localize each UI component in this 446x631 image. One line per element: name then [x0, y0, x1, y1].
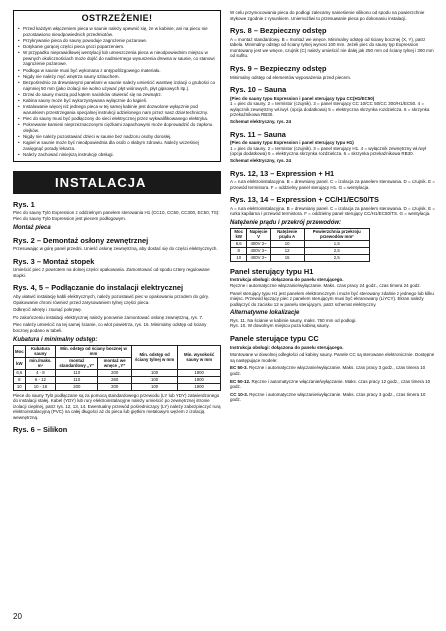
- paragraph: Rys. 10. W dowolnym miejscu poza kabiną sauny.: [230, 323, 330, 329]
- warning-title: OSTRZEŻENIE!: [81, 13, 153, 23]
- paragraph: A = montaż standardowy. B = montaż we wnęce. Minimalny odstęp od ściany bocznej (X, Y), patrz tabela. Minimalny odstęp od ściany tylnej wynosi 100 mm. Jeżeli piec do sauny typ Expression montowany jest we wnęce, czujnik (C) należy umieścić nie dalej jak 250 mm od ściany tylnej i 300 mm od sufitu.: [230, 36, 434, 59]
- warning-item: • W przypadku nieprawidłowej wentylacji lub umieszczenia pieca w nieodpowiednim miejscu w pewnych okolicznościach może dojść do nadmiernego wysuszenia drewna w saunie, co stanowi zagrożenie pożarowe.: [18, 50, 216, 67]
- section-heading: Rys. 13, 14 – Expression + CC/H1/EC50/TS: [230, 195, 379, 205]
- warning-item: • Dotykanie gorącej części pieca grozi poparzeniem.: [18, 44, 216, 50]
- table-header: montaż we wnęce „Y”: [98, 357, 131, 369]
- model-text: Ręczne i automatyczne włączanie/wyłączanie. Maks. czas pracy 3 godz., czas timera 10 godz.: [230, 365, 426, 376]
- paragraph: Piec należy umieścić na tej samej ścianie, co wlot powietrza, rys. 16. Minimalny odstęp od ściany bocznej podano w tabeli.: [13, 322, 207, 333]
- paragraph: 1 = piec do sauny. 2 = termistor (czujnik). 3 = panel sterujący H1. 4 = wyłącznik zewnętrzny wł./wył (opcja dodatkowa) 5 = elektryczna skrzynka rozdzielcza. 6 = skrzynka przekaźnikowa RB30.: [230, 145, 426, 157]
- table-cell: 1900: [178, 369, 221, 376]
- section-heading: Rys. 6 – Silikon: [13, 425, 68, 435]
- table-header: Powierzchnia przekroju przewodów mm²: [304, 228, 369, 240]
- subsection-heading: Montaż pieca: [13, 224, 51, 231]
- paragraph: Instrukcja obsługi: dołączona do panelu sterującego.: [230, 277, 344, 283]
- table-cell: 4 - 8: [25, 369, 56, 376]
- table-cell: 100: [131, 369, 177, 376]
- model-entry: [230, 392, 436, 403]
- current-table: [230, 228, 370, 262]
- table-cell: 200: [56, 383, 98, 390]
- paragraph: Rys. 11. Na ścianie w kabinie sauny, maks. 760 mm od podłogi.: [230, 317, 357, 323]
- subsection-heading: Alternatywne lokalizacje: [230, 310, 300, 317]
- table-cell: 100: [131, 376, 177, 383]
- paragraph: A = rura elektroinstalacyjna. B = drewniany panel. C = izolacja za panelem sterowania. D = czujnik. E = rurka kapilarna / przewód termistora. F = oddzielny panel sterujący CC/H1/EC50/TS. G = wentylacja.: [230, 205, 435, 217]
- paragraph: Montowane w dowolnej odległości od kabiny sauny. Panele CC są sterowane elektronicznie. Dostępne są następujące modele:: [230, 352, 435, 363]
- table-cell: 10: [270, 240, 304, 247]
- table-cell: 12: [270, 247, 304, 254]
- warning-item: • Pokrewanie kamieni nieprzeznaczonymi ciężkami zapachowymi może doprowadzić do zapłonu olejków.: [18, 122, 216, 133]
- table-cell: 110: [56, 369, 98, 376]
- table-title: Natężenie prądu i przekrój przewodów:: [230, 219, 342, 226]
- paragraph: Umieścić piec z powrotem na dolnej części opakowania. Zamontować od spodu cztery regulowane stopki.: [13, 267, 210, 278]
- table-cell: 10: [231, 254, 247, 261]
- paragraph: Przesuwając w górę panel przedni. Unieść osłonę zewnętrzną, aby dostać się do części elektrycznych.: [13, 246, 218, 252]
- table-cell: 110: [56, 376, 98, 383]
- warning-item: • Należy zachować niniejszą instrukcję obsługi.: [18, 152, 216, 158]
- paragraph: Ręczne i automatyczne włączanie/wyłączanie. Maks. czas pracy 24 godz., czas timera 24 godz.: [230, 282, 421, 288]
- warning-item: • Nigdy nie należy myć wnętrza sauny szlauchem.: [18, 74, 216, 80]
- left-column: [13, 10, 221, 436]
- table-row: [231, 240, 370, 247]
- warning-item: • Przed każdym włączeniem pieca w saunie należy upewnić się, że w kabinie, ani na piecu nie pozostawiono nieodpowiednich przedmiotów.: [18, 26, 216, 37]
- table-cell: 10: [14, 383, 26, 390]
- model-text: Ręczne i automatyczne włączanie/wyłączanie. Maks. czas pracy 3 godz., czas timera 10 godz.: [230, 391, 426, 403]
- model-entry: [230, 365, 436, 376]
- section-subtitle: (Piec do sauny typu Expression i panel sterujący typu H1): [230, 140, 354, 146]
- paragraph: Piec do sauny Tylö Expression z oddzielnym panelem sterowania H1 (CC10, CC50, CC300, EC50, TS): Piec do sauny Tylö Expression jest piecem podłogowym.: [13, 210, 220, 222]
- section-heading: Rys. 11 – Sauna: [230, 129, 286, 139]
- warning-item: • Bezpośrednio za drewnianymi panelami w saunie należy umieścić warstwę izolacji o grubości co najmniej 50 mm (jako izolacji nie wolno używać płyt wiórowych, płyt gipsowych itp.).: [18, 80, 216, 91]
- paragraph: Aby ułatwić instalację kabli elektrycznych, należy pozostawić piec w opakowaniu przodem do góry. Opakowanie chroni również przed zarysowaniem tylnej części pieca.: [13, 293, 210, 305]
- warning-item: • Kabina sauny może być wykorzystywana wyłącznie do kąpieli.: [18, 98, 216, 104]
- section-subtitle: (Piec do sauny typu Expression i panel sterujący typu CC(H1/EC50): [230, 95, 375, 101]
- schema-reference: Schemat elektryczny, rys. 24: [230, 157, 291, 163]
- warning-list: [18, 26, 216, 157]
- warning-item: • Podłoga w saunie musi być wykonana z antypoślizgowego materiału.: [18, 68, 216, 74]
- model-label: CC 10-3.: [230, 391, 249, 397]
- table-header: Kubatura sauny: [25, 345, 56, 357]
- paragraph: 1 = piec do sauny. 2 = termistor (czujnik). 3 = panel sterujący CC 10/CC 50/CC 300/H1/EC50. 4 = wyłącznik zewnętrzny wł./wył. (opcja dodatkowa) 5 = elektryczna skrzynka rozdzielcza. 6 = skrzynka przekaźnikowa RB30.: [230, 101, 430, 118]
- table-header: montaż standardowy „Y”: [56, 357, 98, 369]
- section-heading: Rys. 4, 5 – Podłączanie do instalacji elektrycznej: [13, 283, 184, 293]
- warning-box: [13, 10, 221, 162]
- table-cell: 8: [231, 247, 247, 254]
- model-text: Ręczne i automatyczne włączanie/wyłączanie. Maks. czas pracy 12 godz., czas timera 10 godz.: [230, 378, 431, 390]
- table-cell: 6 - 12: [25, 376, 56, 383]
- table-cell: 1,5: [304, 240, 369, 247]
- table-cell: 2,5: [304, 247, 369, 254]
- table-header: kW: [14, 357, 26, 369]
- table-cell: 1900: [178, 376, 221, 383]
- paragraph: Instrukcja obsługi: dołączona do panelu sterującego.: [230, 344, 344, 350]
- table-cell: 6,6: [14, 369, 26, 376]
- table-cell: 200: [98, 383, 131, 390]
- section-heading: Rys. 9 – Bezpieczny odstęp: [230, 64, 327, 74]
- table-title: Kubatura i minimalny odstęp:: [13, 336, 98, 343]
- section-heading: Rys. 12, 13 – Expression + H1: [230, 168, 335, 178]
- section-heading: Rys. 1: [13, 199, 35, 209]
- table-cell: 200: [98, 369, 131, 376]
- table-cell: 2,5: [304, 254, 369, 261]
- warning-item: • Nigdy nie należy pozostawiać dzieci w saunie bez nadzoru osoby dorosłej.: [18, 134, 216, 140]
- paragraph: W celu przymocowania pieca do podłogi zalecamy nanieśienie silikonu od spodu na powierzchnie stykowe zgodnie z rysunkiem. Uniemożliwi to przesuwanie pieca po dokonaniu instalacji.: [230, 10, 425, 21]
- table-header: Moc: [14, 345, 26, 357]
- section-heading: Panel sterujący typu H1: [230, 266, 314, 276]
- table-header: Min. wysokość sauny w mm: [178, 345, 221, 369]
- table-header: min./maks. m³: [25, 357, 56, 369]
- table-row: [14, 383, 221, 390]
- table-cell: 100: [131, 383, 177, 390]
- table-cell: 260: [98, 376, 131, 383]
- table-row: [231, 254, 370, 261]
- paragraph: Piece do sauny Tylö podłączane są za pomocą standardowego przewodu (LY lub YDY) zatwierdzonego do instalacji stałej. Kabel (YDY) lub rury elektroinstalacyjne należy umieścić po zewnętrznej stronie izolacji cieplnej, patrz rys. 12, 13, 14. Ewentualny przewód pośredniczący (LY) należy zabezpieczyć rurą elektroinstalacyjną (PVC) na całej długości aż do pieca lub giętkim metalowym wężem z izolacją wewnętrzną.: [13, 392, 221, 420]
- table-cell: 400V 3~: [247, 247, 270, 254]
- section-heading: Rys. 2 – Demontaż osłony zewnętrznej: [13, 235, 149, 245]
- table-cell: 6,6: [231, 240, 247, 247]
- table-cell: 8: [14, 376, 26, 383]
- section-heading: Panele sterujące typu CC: [230, 334, 319, 344]
- schema-reference: Schemat elektryczny, rys. 24: [230, 119, 291, 125]
- warning-item: • Drzwi do sauny muszą pod kątem nacisków otwierać się na zewnątrz.: [18, 92, 216, 98]
- section-heading: Rys. 10 – Sauna: [230, 85, 287, 95]
- right-column: [230, 10, 436, 403]
- table-header: Min. odstęp od ściany tylnej w mm: [131, 345, 177, 369]
- paragraph: A = rura elektroinstalacyjna. B = drewniany panel. C = izolacja za panelem sterowania. D = czujnik. E = przewód termistora. F = oddzielny panel sterujący H1. G = wentylacja.: [230, 179, 435, 190]
- warning-item: • Instalowanie więcej niż jednego pieca w tej samej kabinie jest dozwolone wyłącznie pod warunkiem przestrzegania specjalnej instrukcji udzielonego nam przez nasz dział techniczny.: [18, 104, 216, 115]
- section-heading: Rys. 3 – Montaż stopek: [13, 256, 95, 266]
- table-cell: 1900: [178, 383, 221, 390]
- table-row: [231, 247, 370, 254]
- table-header: Min. odstęp od ściany bocznej w mm: [56, 345, 132, 357]
- table-row: [14, 376, 221, 383]
- warning-item: • Piec do sauny musi być podłączony do sieci elektrycznej przez wykwalifikowanego elektryka.: [18, 116, 216, 122]
- table-cell: 10 - 18: [25, 383, 56, 390]
- warning-item: • Kąpiel w saunie może być nieodpowiednia dla osób o słabym zdrowiu. Należy wcześniej zasięgnąć porady lekarza.: [18, 140, 216, 151]
- page-number: 20: [13, 612, 22, 621]
- paragraph: Minimalny odstęp od elementów wyposażenia przed piecem.: [230, 74, 352, 80]
- table-header: Napięcie V: [247, 228, 270, 240]
- section-banner: INSTALACJA: [13, 171, 221, 194]
- table-cell: 400V 3~: [247, 254, 270, 261]
- model-label: EC 50-3.: [230, 365, 248, 371]
- table-header: Moc kW: [231, 228, 247, 240]
- paragraph: Po zakończeniu instalacji elektrycznej należy ponownie zamontować osłonę zewnętrzną, rys. 7.: [13, 314, 204, 320]
- table-cell: 400V 3~: [247, 240, 270, 247]
- table-cell: 15: [270, 254, 304, 261]
- model-label: EC 50-12.: [230, 378, 251, 384]
- paragraph: Odkręcić wkręty i zsunąć pokrywę.: [13, 307, 83, 313]
- warning-item: • Przykrywanie pieca do sauny powoduje zagrożenie pożarowe.: [18, 38, 216, 44]
- paragraph: Panel sterujący typu H1 jest panelem elektronicznym i może być sterowany zdalnie z jednego lub kilku miejsc. Przewód łączący piec z panelem sterującym musi być ekranowany (LiYCY). Ekran należy podłączyć do zacisku 12 w panelu sterującym, patrz schemat elektryczny.: [230, 290, 434, 307]
- section-heading: Rys. 8 – Bezpieczny odstęp: [230, 26, 327, 36]
- clearance-table: [13, 345, 221, 391]
- model-entry: [230, 379, 436, 390]
- table-row: [14, 369, 221, 376]
- table-header: Natężenie prądu A: [270, 228, 304, 240]
